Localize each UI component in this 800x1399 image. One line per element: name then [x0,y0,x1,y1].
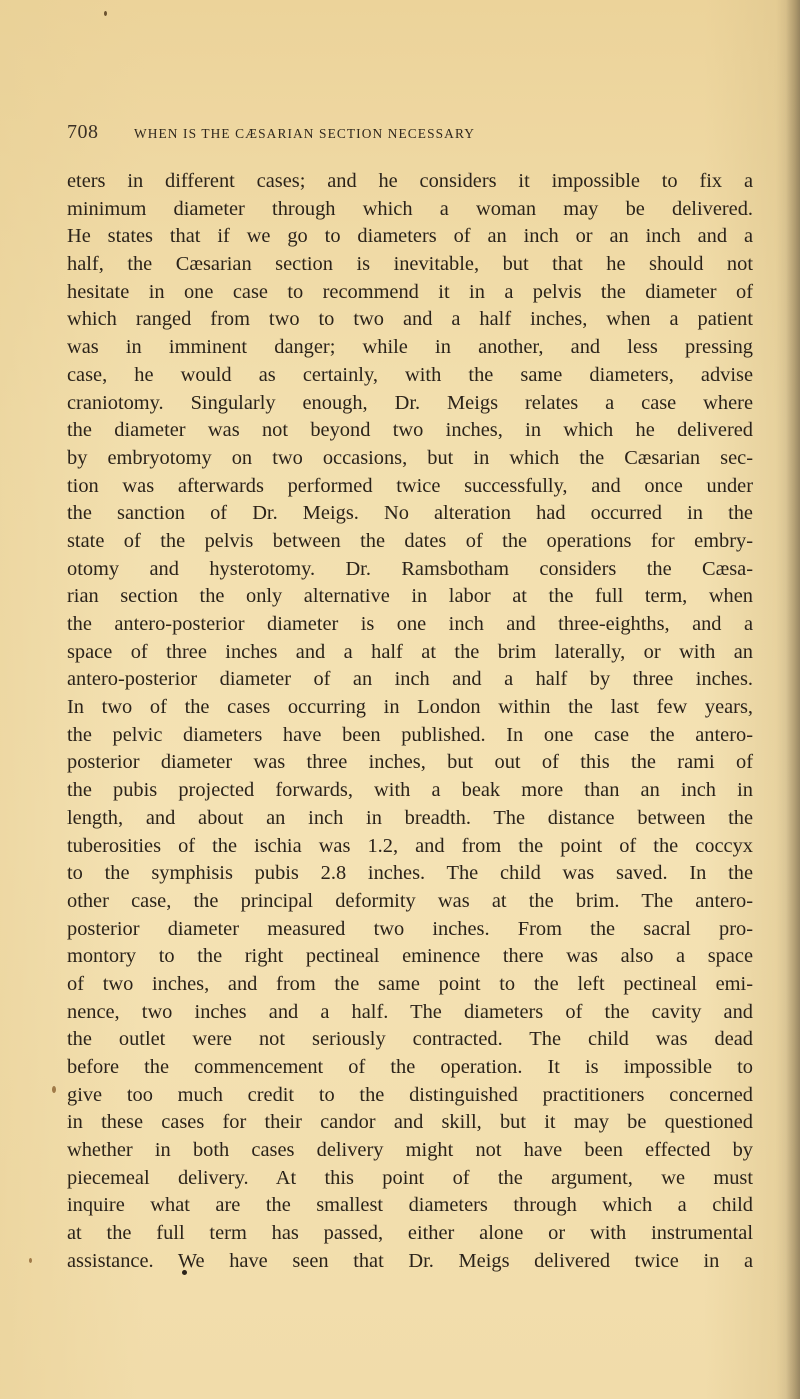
text-line: whether in both cases delivery might not have been effected by [67,1139,753,1162]
text-line: rian section the only alternative in labor at the full term, when [67,585,753,608]
text-line: the outlet were not seriously contracted. The child was dead [67,1028,753,1051]
text-line: the sanction of Dr. Meigs. No alteration had occurred in the [67,502,753,525]
text-line: antero-posterior diameter of an inch and a half by three inches. [67,668,753,691]
text-line: the diameter was not beyond two inches, in which he delivered [67,419,753,442]
text-line: the antero-posterior diameter is one inch and three-eighths, and a [67,613,753,635]
page-number: 708 [67,121,99,143]
text-line: the pelvic diameters have been published. In one case the antero- [67,723,753,746]
text-line: by embryotomy on two occasions, but in which the Cæsarian sec- [67,446,753,469]
text-line: state of the pelvis between the dates of the operations for embry- [67,529,753,552]
ink-speck [29,1258,32,1263]
text-line: eters in different cases; and he considers it impossible to fix a [67,170,753,192]
body-text [67,168,753,1276]
text-line: space of three inches and a half at the brim laterally, or with an [67,640,753,663]
text-line: other case, the principal deformity was at the brim. The antero- [67,889,753,912]
text-line: In two of the cases occurring in London within the last few years, [67,696,753,719]
text-line: tion was afterwards performed twice successfully, and once under [67,474,753,497]
text-line: He states that if we go to diameters of an inch or an inch and a [67,225,753,248]
page-header [67,121,747,145]
text-line: case, he would as certainly, with the same diameters, advise [67,363,753,386]
text-line: at the full term has passed, either alone or with instrumental [67,1222,753,1245]
text-line: montory to the right pectineal eminence there was also a space [67,945,753,968]
text-line: the pubis projected forwards, with a beak more than an inch in [67,779,753,802]
text-line: otomy and hysterotomy. Dr. Ramsbotham considers the Cæsa- [67,557,753,580]
text-line: to the symphisis pubis 2.8 inches. The child was saved. In the [67,862,753,885]
text-line: piecemeal delivery. At this point of the argument, we must [67,1166,753,1189]
text-line: inquire what are the smallest diameters through which a child [67,1194,753,1217]
text-line: was in imminent danger; while in another, and less pressing [67,336,753,359]
text-line: in these cases for their candor and skill, but it may be questioned [67,1111,753,1134]
page-edge-shadow [786,0,800,1399]
text-line: craniotomy. Singularly enough, Dr. Meigs relates a case where [67,391,753,414]
text-line: minimum diameter through which a woman may be delivered. [67,197,753,220]
text-line: posterior diameter measured two inches. From the sacral pro- [67,917,753,940]
text-line: length, and about an inch in breadth. The distance between the [67,806,753,829]
text-line: assistance. We have seen that Dr. Meigs delivered twice in a [67,1249,753,1272]
running-head: WHEN IS THE CÆSARIAN SECTION NECESSARY [134,126,476,141]
text-line: give too much credit to the distinguished practitioners concerned [67,1083,753,1106]
text-line: which ranged from two to two and a half inches, when a patient [67,308,753,331]
text-line: tuberosities of the ischia was 1.2, and from the point of the coccyx [67,834,753,857]
text-line: before the commencement of the operation. It is impossible to [67,1056,753,1078]
ink-speck [104,11,107,16]
text-line: nence, two inches and a half. The diameters of the cavity and [67,1000,753,1023]
text-line: hesitate in one case to recommend it in a pelvis the diameter of [67,280,753,303]
text-line: posterior diameter was three inches, but out of this the rami of [67,751,753,774]
ink-speck [52,1086,56,1093]
text-line: of two inches, and from the same point to the left pectineal emi- [67,972,753,995]
text-line: half, the Cæsarian section is inevitable, but that he should not [67,253,753,276]
